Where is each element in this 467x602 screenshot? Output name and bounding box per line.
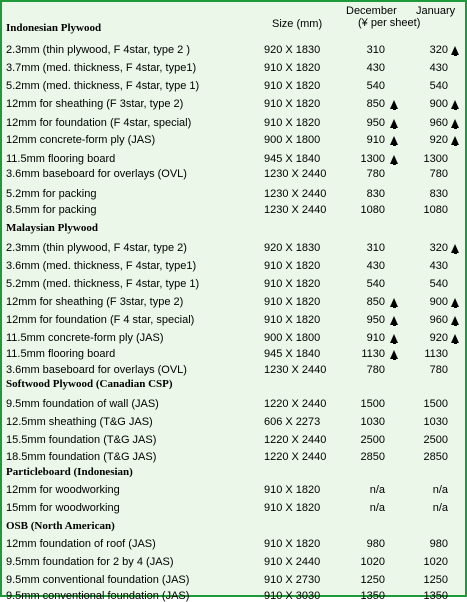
sheet-size: 1220 X 2440 [264, 434, 327, 446]
section-title: Malaysian Plywood [6, 222, 98, 234]
sheet-size: 910 X 1820 [264, 314, 321, 326]
sheet-size: 900 X 1800 [264, 134, 321, 146]
january-price: 1350 [423, 590, 448, 602]
january-price: 1500 [423, 398, 448, 410]
january-price: n/a [432, 484, 448, 496]
january-price: 1030 [423, 416, 448, 428]
table-row [2, 532, 465, 550]
december-price: 310 [366, 44, 385, 56]
product-name: 12mm for sheathing (F 3star, type 2) [6, 98, 184, 110]
january-column-header: January [416, 5, 456, 17]
december-column-header: December [346, 5, 397, 17]
december-price: 2850 [360, 451, 385, 463]
january-price: 920 [429, 332, 448, 344]
section-title: Softwood Plywood (Canadian CSP) [6, 378, 173, 390]
product-name: 12.5mm sheathing (T&G JAS) [6, 416, 153, 428]
december-price: 830 [366, 188, 385, 200]
december-price: 980 [366, 538, 385, 550]
january-price: 1020 [423, 556, 448, 568]
december-price: 780 [366, 168, 385, 180]
up-arrow-icon [390, 136, 398, 145]
january-price: 1130 [424, 348, 448, 360]
product-name: 11.5mm flooring board [6, 153, 116, 165]
january-price: 430 [429, 62, 448, 74]
section-heading [2, 216, 465, 234]
up-arrow-icon [451, 316, 459, 325]
sheet-size: 910 X 1820 [264, 484, 321, 496]
january-price: n/a [432, 502, 448, 514]
january-price: 920 [429, 134, 448, 146]
january-price: 1250 [423, 574, 448, 586]
january-price: 980 [429, 538, 448, 550]
january-price: 960 [429, 314, 448, 326]
december-price: 1080 [360, 204, 385, 216]
product-name: 11.5mm flooring board [6, 348, 116, 360]
product-name: 12mm for foundation (F 4star, special) [6, 117, 192, 129]
sheet-size: 920 X 1830 [264, 242, 321, 254]
product-name: 3.7mm (med. thickness, F 4star, type1) [6, 62, 197, 74]
table-row [2, 74, 465, 92]
up-arrow-icon [451, 46, 459, 55]
december-price: 540 [366, 278, 385, 290]
january-price: 320 [429, 44, 448, 56]
table-row [2, 428, 465, 446]
up-arrow-icon [390, 100, 398, 109]
january-price: 540 [429, 80, 448, 92]
table-row [2, 56, 465, 74]
product-name: 15.5mm foundation (T&G JAS) [6, 434, 157, 446]
january-price: 2850 [423, 451, 448, 463]
sheet-size: 910 X 1820 [264, 278, 321, 290]
sheet-size: 910 X 1820 [264, 80, 321, 92]
table-row [2, 290, 465, 308]
december-price: n/a [369, 502, 385, 514]
unit-label: (¥ per sheet) [358, 17, 421, 29]
december-price: 1020 [360, 556, 385, 568]
table-row [2, 392, 465, 410]
january-price: 430 [429, 260, 448, 272]
december-price: n/a [369, 484, 385, 496]
sheet-size: 910 X 1820 [264, 538, 321, 550]
product-name: 3.6mm baseboard for overlays (OVL) [6, 168, 187, 180]
sheet-size: 606 X 2273 [264, 416, 321, 428]
table-row [2, 198, 465, 216]
up-arrow-icon [451, 136, 459, 145]
sheet-size: 910 X 2440 [264, 556, 321, 568]
up-arrow-icon [451, 298, 459, 307]
january-price: 780 [429, 168, 448, 180]
table-row [2, 236, 465, 254]
product-name: 5.2mm for packing [6, 188, 97, 200]
sheet-size: 910 X 2730 [264, 574, 321, 586]
sheet-size: 910 X 1820 [264, 502, 321, 514]
section-heading [2, 16, 465, 34]
sheet-size: 1230 X 2440 [264, 188, 327, 200]
sheet-size: 910 X 1820 [264, 117, 321, 129]
table-row [2, 128, 465, 146]
product-name: 12mm for foundation (F 4 star, special) [6, 314, 195, 326]
product-name: 18.5mm foundation (T&G JAS) [6, 451, 157, 463]
sheet-size: 945 X 1840 [264, 348, 321, 360]
section-title: Indonesian Plywood [6, 22, 102, 34]
up-arrow-icon [451, 244, 459, 253]
december-price: 1130 [361, 348, 385, 360]
december-price: 1250 [360, 574, 385, 586]
table-row [2, 584, 465, 602]
product-name: 5.2mm (med. thickness, F 4star, type 1) [6, 80, 200, 92]
product-name: 9.5mm conventional foundation (JAS) [6, 590, 190, 602]
section-heading [2, 372, 465, 390]
december-price: 430 [366, 260, 385, 272]
table-row [2, 162, 465, 180]
december-price: 540 [366, 80, 385, 92]
table-row [2, 111, 465, 129]
january-price: 900 [429, 98, 448, 110]
product-name: 15mm for woodworking [6, 502, 120, 514]
table-row [2, 496, 465, 514]
sheet-size: 1230 X 2440 [264, 204, 327, 216]
december-price: 2500 [360, 434, 385, 446]
section-heading [2, 460, 465, 478]
product-name: 12mm for woodworking [6, 484, 120, 496]
sheet-size: 910 X 1820 [264, 296, 321, 308]
sheet-size: 910 X 1820 [264, 62, 321, 74]
sheet-size: 910 X 3030 [264, 590, 321, 602]
january-price: 320 [429, 242, 448, 254]
section-heading [2, 514, 465, 532]
table-row [2, 478, 465, 496]
december-price: 850 [366, 98, 385, 110]
up-arrow-icon [451, 119, 459, 128]
sheet-size: 945 X 1840 [264, 153, 321, 165]
table-row [2, 254, 465, 272]
december-price: 430 [366, 62, 385, 74]
january-price: 780 [429, 364, 448, 376]
sheet-size: 900 X 1800 [264, 332, 321, 344]
product-name: 5.2mm (med. thickness, F 4star, type 1) [6, 278, 200, 290]
january-price: 2500 [423, 434, 448, 446]
product-name: 3.6mm baseboard for overlays (OVL) [6, 364, 187, 376]
up-arrow-icon [451, 100, 459, 109]
product-name: 3.6mm (med. thickness, F 4star, type1) [6, 260, 197, 272]
december-price: 780 [366, 364, 385, 376]
size-column-header: Size (mm) [272, 18, 323, 30]
sheet-size: 1230 X 2440 [264, 168, 327, 180]
product-name: 12mm foundation of roof (JAS) [6, 538, 156, 550]
table-row [2, 38, 465, 56]
table-row [2, 272, 465, 290]
up-arrow-icon [390, 119, 398, 128]
january-price: 540 [429, 278, 448, 290]
december-price: 1030 [360, 416, 385, 428]
product-name: 11.5mm concrete-form ply (JAS) [6, 332, 164, 344]
january-price: 830 [429, 188, 448, 200]
sheet-size: 1220 X 2440 [264, 451, 327, 463]
product-name: 9.5mm foundation of wall (JAS) [6, 398, 159, 410]
sheet-size: 1220 X 2440 [264, 398, 327, 410]
product-name: 12mm concrete-form ply (JAS) [6, 134, 156, 146]
december-price: 950 [366, 314, 385, 326]
december-price: 850 [366, 296, 385, 308]
january-price: 960 [429, 117, 448, 129]
table-row [2, 410, 465, 428]
december-price: 950 [366, 117, 385, 129]
december-price: 1300 [360, 153, 385, 165]
january-price: 900 [429, 296, 448, 308]
up-arrow-icon [390, 298, 398, 307]
table-row [2, 92, 465, 110]
january-price: 1080 [423, 204, 448, 216]
december-price: 1500 [360, 398, 385, 410]
up-arrow-icon [390, 316, 398, 325]
product-name: 2.3mm (thin plywood, F 4star, type 2 ) [6, 44, 191, 56]
product-name: 12mm for sheathing (F 3star, type 2) [6, 296, 184, 308]
december-price: 310 [366, 242, 385, 254]
product-name: 9.5mm conventional foundation (JAS) [6, 574, 190, 586]
sheet-size: 1230 X 2440 [264, 364, 327, 376]
section-title: OSB (North American) [6, 520, 115, 532]
product-name: 9.5mm foundation for 2 by 4 (JAS) [6, 556, 174, 568]
sheet-size: 920 X 1830 [264, 44, 321, 56]
product-name: 8.5mm for packing [6, 204, 97, 216]
section-title: Particleboard (Indonesian) [6, 466, 133, 478]
december-price: 1350 [360, 590, 385, 602]
product-name: 2.3mm (thin plywood, F 4star, type 2) [6, 242, 187, 254]
january-price: 1300 [423, 153, 448, 165]
sheet-size: 910 X 1820 [264, 98, 321, 110]
table-row [2, 550, 465, 568]
december-price: 910 [366, 332, 385, 344]
december-price: 910 [366, 134, 385, 146]
table-row [2, 308, 465, 326]
sheet-size: 910 X 1820 [264, 260, 321, 272]
